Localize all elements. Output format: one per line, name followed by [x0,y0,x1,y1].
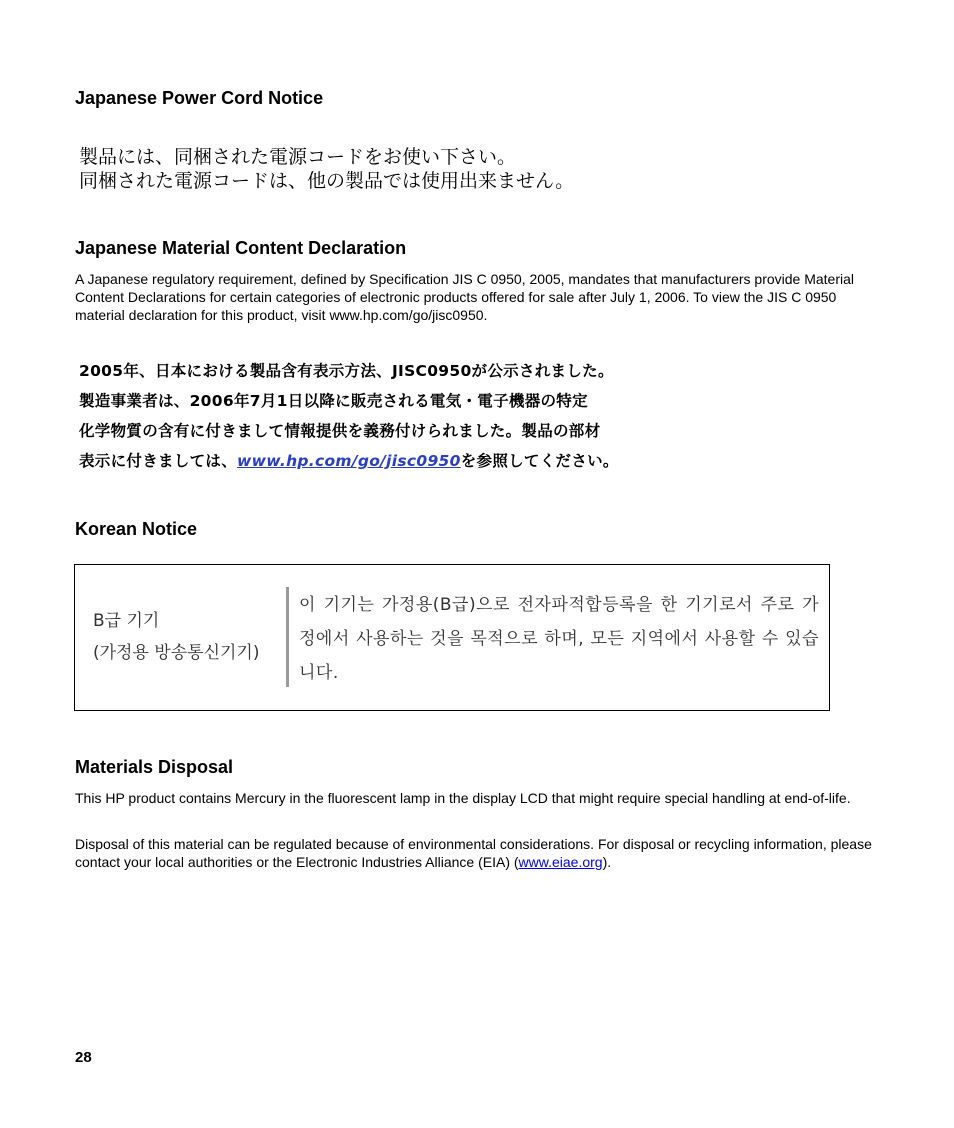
korean-notice-text: 이 기기는 가정용(B급)으로 전자파적합등록을 한 기기로서 주로 가정에서 사용하는 것을 목적으로 하며, 모든 지역에서 사용할 수 있습니다. [299,595,819,683]
material-jp-line2: 製造事業者は、2006年7月1日以降に販売される電気・電子機器の特定 [79,392,588,410]
material-jp-line1: 2005年、日本における製品含有表示方法、JISC0950が公示されました。 [79,362,614,380]
disposal-para2-post: ). [602,854,612,870]
material-jp-line4 [79,446,619,477]
eiae-link[interactable]: www.eiae.org [518,854,603,870]
disposal-para1: This HP product contains Mercury in the fluorescent lamp in the display LCD that might require special handling at end-of-life. [75,790,851,806]
material-jp-line3: 化学物質の含有に付きまして情報提供を義務付けられました。製品の部材 [79,422,601,440]
disposal-heading: Materials Disposal [75,757,234,777]
power-cord-jp-line1: 製品には、同梱された電源コードをお使い下さい。 [79,146,517,168]
material-body: A Japanese regulatory requirement, defined by Specification JIS C 0950, 2005, mandates that manufacturers provide Material Content Declarations for certain categories of electronic products offered for sale after July 1, 2006. To view the JIS C 0950 material declaration for this product, visit www.hp.com/go/jisc0950. [75,271,855,323]
korean-class-line1: B급 기기 [93,611,160,631]
disposal-para2-pre: Disposal of this material can be regulated because of environmental considerations. For disposal or recycling information, please contact your local authorities or the Electronic Industries Alliance (EIA) ( [75,836,872,870]
disposal-para2 [75,835,880,871]
power-cord-jp-line2: 同梱された電源コードは、他の製品では使用出来ません。 [79,170,575,192]
korean-divider [286,587,289,687]
korean-class-label [93,605,259,669]
korean-class-line2: (가정용 방송통신기기) [93,643,260,663]
korean-heading: Korean Notice [75,519,198,539]
power-cord-heading: Japanese Power Cord Notice [75,88,324,108]
material-jp-line4-pre: 表示に付きましては、 [79,452,238,470]
material-jp-line4-post: を参照してください。 [460,452,619,470]
korean-notice-box [74,564,830,711]
page-number: 28 [75,1049,92,1066]
jisc0950-link[interactable]: www.hp.com/go/jisc0950 [237,452,461,470]
material-heading: Japanese Material Content Declaration [75,238,407,258]
